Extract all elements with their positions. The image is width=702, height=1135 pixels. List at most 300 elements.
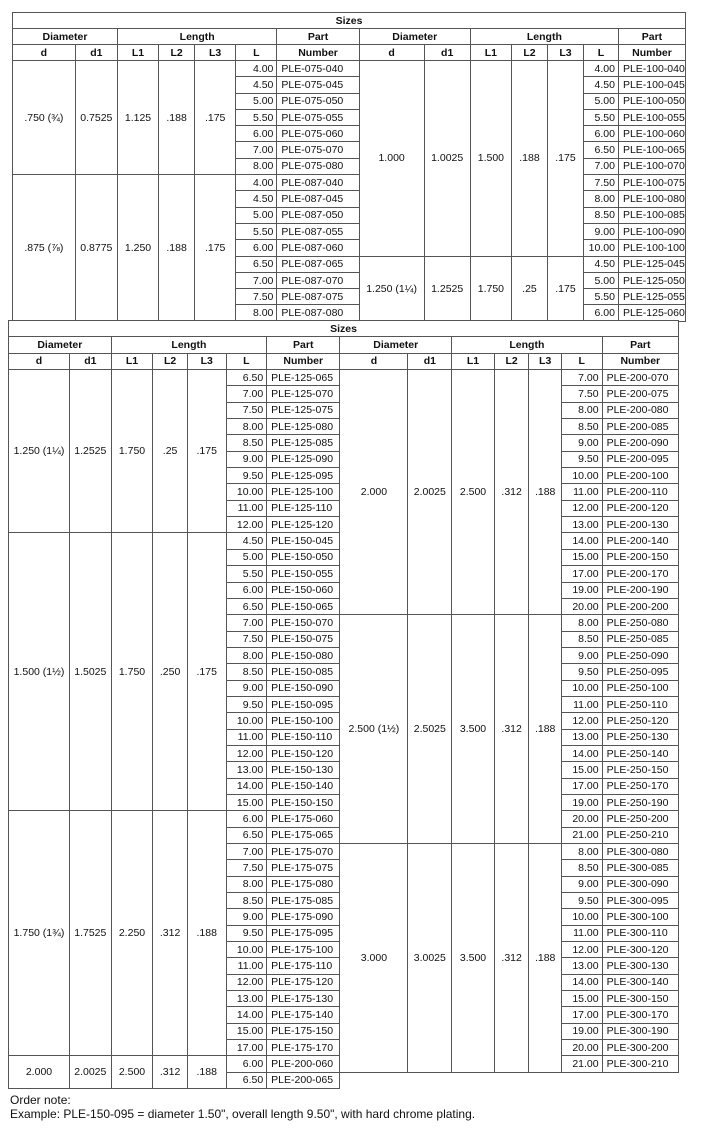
part-number-cell: PLE-200-170 — [602, 566, 678, 582]
part-number-cell: PLE-075-060 — [277, 126, 359, 142]
d-cell: .750 (¾) — [13, 61, 76, 175]
part-number-cell: PLE-250-150 — [602, 762, 678, 778]
length-l-cell: 10.00 — [226, 484, 267, 500]
l2-cell: .312 — [494, 844, 529, 1073]
length-l-cell: 20.00 — [561, 811, 602, 827]
length-l-cell: 6.00 — [583, 126, 618, 142]
l3-header: L3 — [529, 353, 562, 369]
part-number-cell: PLE-150-140 — [267, 778, 340, 794]
length-l-cell: 7.50 — [561, 386, 602, 402]
length-l-cell: 8.00 — [236, 305, 277, 321]
l-header: L — [561, 353, 602, 369]
part-number-cell: PLE-300-095 — [602, 893, 678, 909]
length-l-cell: 4.50 — [236, 77, 277, 93]
length-header: Length — [117, 29, 276, 45]
length-l-cell: 8.00 — [226, 647, 267, 663]
l1-cell: 2.250 — [111, 811, 153, 1056]
part-number-cell: PLE-087-080 — [277, 305, 359, 321]
part-number-cell: PLE-087-075 — [277, 289, 359, 305]
length-l-cell: 6.00 — [226, 582, 267, 598]
part-number-cell: PLE-150-150 — [267, 794, 340, 810]
length-l-cell: 9.00 — [561, 876, 602, 892]
length-l-cell: 4.00 — [583, 61, 618, 77]
part-number-cell: PLE-100-050 — [618, 93, 685, 109]
l-header: L — [583, 45, 618, 61]
length-l-cell: 7.00 — [226, 844, 267, 860]
l2-header: L2 — [153, 353, 188, 369]
length-l-cell: 20.00 — [561, 1040, 602, 1056]
length-l-cell: 4.50 — [583, 256, 618, 272]
part-number-cell: PLE-100-085 — [618, 207, 685, 223]
d-header: d — [9, 353, 70, 369]
length-l-cell: 11.00 — [226, 500, 267, 516]
length-l-cell: 9.50 — [561, 893, 602, 909]
length-l-cell: 11.00 — [561, 696, 602, 712]
l1-cell: 1.750 — [111, 370, 153, 533]
length-l-cell: 17.00 — [561, 1007, 602, 1023]
empty-cell — [340, 1072, 679, 1088]
l1-cell: 1.125 — [117, 61, 158, 175]
part-number-cell: PLE-125-070 — [267, 386, 340, 402]
part-number-cell: PLE-300-140 — [602, 974, 678, 990]
part-number-cell: PLE-150-130 — [267, 762, 340, 778]
length-l-cell: 8.00 — [226, 876, 267, 892]
part-number-cell: PLE-125-120 — [267, 517, 340, 533]
l3-cell: .175 — [187, 533, 226, 811]
length-l-cell: 7.00 — [236, 142, 277, 158]
length-l-cell: 8.00 — [561, 615, 602, 631]
d-header: d — [359, 45, 424, 61]
part-number-cell: PLE-200-190 — [602, 582, 678, 598]
length-l-cell: 21.00 — [561, 1056, 602, 1072]
length-l-cell: 10.00 — [226, 942, 267, 958]
l3-cell: .188 — [187, 811, 226, 1056]
length-l-cell: 12.00 — [226, 517, 267, 533]
part-number-cell: PLE-087-045 — [277, 191, 359, 207]
part-number-cell: PLE-175-075 — [267, 860, 340, 876]
part-number-cell: PLE-300-100 — [602, 909, 678, 925]
part-number-cell: PLE-150-045 — [267, 533, 340, 549]
part-number-cell: PLE-300-150 — [602, 991, 678, 1007]
part-header: Part — [602, 337, 678, 353]
sizes-title: Sizes — [9, 321, 679, 337]
part-number-cell: PLE-150-085 — [267, 664, 340, 680]
d-cell: .875 (⅞) — [13, 175, 76, 322]
length-l-cell: 9.00 — [583, 223, 618, 239]
d1-cell: 3.0025 — [408, 844, 452, 1073]
part-number-cell: PLE-300-110 — [602, 925, 678, 941]
length-l-cell: 9.00 — [561, 435, 602, 451]
length-l-cell: 14.00 — [561, 974, 602, 990]
length-l-cell: 21.00 — [561, 827, 602, 843]
part-number-cell: PLE-250-080 — [602, 615, 678, 631]
part-number-cell: PLE-175-085 — [267, 893, 340, 909]
length-l-cell: 4.00 — [236, 175, 277, 191]
number-header: Number — [267, 353, 340, 369]
part-number-cell: PLE-075-055 — [277, 109, 359, 125]
l2-cell: .312 — [494, 370, 529, 615]
part-number-cell: PLE-087-065 — [277, 256, 359, 272]
l2-cell: .312 — [153, 811, 188, 1056]
part-number-cell: PLE-150-065 — [267, 598, 340, 614]
part-number-cell: PLE-175-140 — [267, 1007, 340, 1023]
part-number-cell: PLE-200-085 — [602, 419, 678, 435]
length-l-cell: 9.00 — [226, 909, 267, 925]
d1-cell: 1.5025 — [69, 533, 111, 811]
table-row — [13, 61, 686, 77]
length-l-cell: 6.50 — [236, 256, 277, 272]
diameter-header: Diameter — [13, 29, 118, 45]
number-header: Number — [277, 45, 359, 61]
part-number-cell: PLE-250-140 — [602, 745, 678, 761]
length-l-cell: 9.00 — [561, 647, 602, 663]
length-l-cell: 8.50 — [583, 207, 618, 223]
part-number-cell: PLE-200-075 — [602, 386, 678, 402]
length-l-cell: 15.00 — [226, 794, 267, 810]
part-number-cell: PLE-200-150 — [602, 549, 678, 565]
d-cell: 1.250 (1¼) — [359, 256, 424, 321]
order-note-heading: Order note: — [10, 1093, 71, 1107]
part-number-cell: PLE-100-070 — [618, 158, 685, 174]
l1-cell: 1.500 — [470, 61, 511, 257]
part-number-cell: PLE-150-080 — [267, 647, 340, 663]
d1-cell: 0.7525 — [75, 61, 117, 175]
d1-cell: 2.0025 — [408, 370, 452, 615]
length-l-cell: 14.00 — [226, 778, 267, 794]
d-cell: 2.000 — [340, 370, 408, 615]
part-number-cell: PLE-200-090 — [602, 435, 678, 451]
length-l-cell: 7.50 — [226, 402, 267, 418]
part-number-cell: PLE-100-090 — [618, 223, 685, 239]
d-header: d — [340, 353, 408, 369]
part-number-cell: PLE-175-130 — [267, 991, 340, 1007]
part-number-cell: PLE-075-050 — [277, 93, 359, 109]
d1-header: d1 — [408, 353, 452, 369]
part-number-cell: PLE-150-060 — [267, 582, 340, 598]
length-l-cell: 8.00 — [583, 191, 618, 207]
d1-cell: 1.0025 — [424, 61, 470, 257]
length-l-cell: 5.50 — [236, 109, 277, 125]
l3-cell: .175 — [547, 61, 583, 257]
part-header: Part — [618, 29, 685, 45]
d1-cell: 1.2525 — [424, 256, 470, 321]
l1-cell: 2.500 — [452, 370, 495, 615]
part-number-cell: PLE-100-040 — [618, 61, 685, 77]
length-l-cell: 10.00 — [226, 713, 267, 729]
length-l-cell: 9.00 — [226, 451, 267, 467]
part-number-cell: PLE-100-080 — [618, 191, 685, 207]
length-l-cell: 6.50 — [226, 370, 267, 386]
l3-cell: .188 — [187, 1056, 226, 1089]
part-number-cell: PLE-150-050 — [267, 549, 340, 565]
l3-cell: .175 — [547, 256, 583, 321]
part-number-cell: PLE-125-085 — [267, 435, 340, 451]
part-number-cell: PLE-150-120 — [267, 745, 340, 761]
part-number-cell: PLE-300-120 — [602, 942, 678, 958]
l1-header: L1 — [117, 45, 158, 61]
part-number-cell: PLE-200-070 — [602, 370, 678, 386]
length-l-cell: 6.50 — [583, 142, 618, 158]
length-l-cell: 10.00 — [561, 909, 602, 925]
length-l-cell: 15.00 — [561, 991, 602, 1007]
part-number-cell: PLE-250-110 — [602, 696, 678, 712]
length-l-cell: 20.00 — [561, 598, 602, 614]
length-l-cell: 7.00 — [583, 158, 618, 174]
length-l-cell: 10.00 — [561, 680, 602, 696]
diameter-header: Diameter — [9, 337, 112, 353]
diameter-header: Diameter — [340, 337, 452, 353]
part-number-cell: PLE-200-080 — [602, 402, 678, 418]
length-l-cell: 5.50 — [583, 289, 618, 305]
l3-header: L3 — [187, 353, 226, 369]
length-l-cell: 14.00 — [226, 1007, 267, 1023]
part-number-cell: PLE-200-100 — [602, 468, 678, 484]
length-l-cell: 7.00 — [561, 370, 602, 386]
part-number-cell: PLE-250-200 — [602, 811, 678, 827]
length-l-cell: 12.00 — [561, 713, 602, 729]
length-l-cell: 6.50 — [226, 1072, 267, 1088]
part-number-cell: PLE-125-090 — [267, 451, 340, 467]
part-number-cell: PLE-175-095 — [267, 925, 340, 941]
length-l-cell: 19.00 — [561, 794, 602, 810]
length-l-cell: 13.00 — [561, 729, 602, 745]
part-number-cell: PLE-125-095 — [267, 468, 340, 484]
length-l-cell: 8.50 — [561, 631, 602, 647]
d-cell: 1.750 (1¾) — [9, 811, 70, 1056]
part-number-cell: PLE-175-080 — [267, 876, 340, 892]
part-number-cell: PLE-250-095 — [602, 664, 678, 680]
part-number-cell: PLE-175-065 — [267, 827, 340, 843]
length-l-cell: 7.00 — [226, 615, 267, 631]
part-number-cell: PLE-100-100 — [618, 240, 685, 256]
diameter-header: Diameter — [359, 29, 470, 45]
length-l-cell: 6.50 — [226, 598, 267, 614]
length-l-cell: 8.50 — [226, 435, 267, 451]
length-l-cell: 19.00 — [561, 582, 602, 598]
l-header: L — [236, 45, 277, 61]
l1-cell: 1.750 — [111, 533, 153, 811]
length-l-cell: 8.00 — [226, 419, 267, 435]
part-number-cell: PLE-175-110 — [267, 958, 340, 974]
length-l-cell: 6.00 — [226, 811, 267, 827]
number-header: Number — [618, 45, 685, 61]
length-header: Length — [470, 29, 618, 45]
part-number-cell: PLE-200-140 — [602, 533, 678, 549]
part-number-cell: PLE-150-100 — [267, 713, 340, 729]
length-l-cell: 9.50 — [226, 925, 267, 941]
length-l-cell: 4.00 — [236, 61, 277, 77]
length-l-cell: 12.00 — [561, 500, 602, 516]
l2-cell: .188 — [511, 61, 547, 257]
length-l-cell: 9.50 — [561, 451, 602, 467]
part-number-cell: PLE-150-090 — [267, 680, 340, 696]
l1-header: L1 — [452, 353, 495, 369]
l1-cell: 3.500 — [452, 615, 495, 844]
part-number-cell: PLE-075-080 — [277, 158, 359, 174]
length-l-cell: 10.00 — [561, 468, 602, 484]
l1-cell: 2.500 — [111, 1056, 153, 1089]
length-l-cell: 17.00 — [226, 1040, 267, 1056]
part-number-cell: PLE-250-100 — [602, 680, 678, 696]
length-l-cell: 5.00 — [583, 93, 618, 109]
l3-cell: .175 — [195, 175, 236, 322]
l3-cell: .188 — [529, 844, 562, 1073]
part-number-cell: PLE-300-085 — [602, 860, 678, 876]
part-number-cell: PLE-200-120 — [602, 500, 678, 516]
d1-cell: 2.0025 — [69, 1056, 111, 1089]
sizes-table-1 — [12, 12, 686, 322]
length-l-cell: 14.00 — [561, 745, 602, 761]
length-l-cell: 5.00 — [236, 93, 277, 109]
table-row — [13, 175, 686, 191]
length-l-cell: 8.00 — [561, 402, 602, 418]
length-l-cell: 5.50 — [583, 109, 618, 125]
length-l-cell: 6.00 — [236, 126, 277, 142]
part-number-cell: PLE-175-150 — [267, 1023, 340, 1039]
part-number-cell: PLE-125-045 — [618, 256, 685, 272]
length-l-cell: 5.00 — [236, 207, 277, 223]
l2-header: L2 — [494, 353, 529, 369]
length-l-cell: 17.00 — [561, 566, 602, 582]
d1-header: d1 — [424, 45, 470, 61]
d-cell: 1.250 (1¼) — [9, 370, 70, 533]
part-number-cell: PLE-175-070 — [267, 844, 340, 860]
part-number-cell: PLE-300-080 — [602, 844, 678, 860]
part-number-cell: PLE-100-045 — [618, 77, 685, 93]
table-row — [9, 370, 679, 386]
part-number-cell: PLE-125-100 — [267, 484, 340, 500]
part-number-cell: PLE-250-085 — [602, 631, 678, 647]
length-l-cell: 7.50 — [226, 860, 267, 876]
part-number-cell: PLE-300-210 — [602, 1056, 678, 1072]
length-l-cell: 13.00 — [561, 517, 602, 533]
length-l-cell: 15.00 — [561, 762, 602, 778]
part-number-cell: PLE-150-095 — [267, 696, 340, 712]
l3-header: L3 — [195, 45, 236, 61]
part-number-cell: PLE-175-170 — [267, 1040, 340, 1056]
order-note-example: Example: PLE-150-095 = diameter 1.50", overall length 9.50", with hard chrome plating. — [10, 1107, 476, 1121]
part-number-cell: PLE-200-065 — [267, 1072, 340, 1088]
part-number-cell: PLE-300-130 — [602, 958, 678, 974]
l3-cell: .175 — [195, 61, 236, 175]
d1-cell: 2.5025 — [408, 615, 452, 844]
l1-header: L1 — [470, 45, 511, 61]
l2-cell: .188 — [159, 175, 195, 322]
length-l-cell: 9.00 — [226, 680, 267, 696]
part-number-cell: PLE-200-200 — [602, 598, 678, 614]
part-number-cell: PLE-175-100 — [267, 942, 340, 958]
part-number-cell: PLE-250-210 — [602, 827, 678, 843]
part-number-cell: PLE-125-055 — [618, 289, 685, 305]
part-number-cell: PLE-175-120 — [267, 974, 340, 990]
part-number-cell: PLE-300-090 — [602, 876, 678, 892]
length-l-cell: 5.00 — [583, 272, 618, 288]
part-number-cell: PLE-125-075 — [267, 402, 340, 418]
length-l-cell: 9.50 — [226, 696, 267, 712]
part-number-cell: PLE-175-060 — [267, 811, 340, 827]
length-l-cell: 12.00 — [226, 745, 267, 761]
part-number-cell: PLE-100-075 — [618, 175, 685, 191]
d-cell: 2.000 — [9, 1056, 70, 1089]
part-number-cell: PLE-125-110 — [267, 500, 340, 516]
part-number-cell: PLE-150-075 — [267, 631, 340, 647]
part-number-cell: PLE-150-070 — [267, 615, 340, 631]
part-number-cell: PLE-150-055 — [267, 566, 340, 582]
part-number-cell: PLE-175-090 — [267, 909, 340, 925]
part-number-cell: PLE-300-200 — [602, 1040, 678, 1056]
length-l-cell: 8.00 — [561, 844, 602, 860]
part-number-cell: PLE-250-130 — [602, 729, 678, 745]
l2-cell: .312 — [153, 1056, 188, 1089]
number-header: Number — [602, 353, 678, 369]
length-l-cell: 11.00 — [226, 958, 267, 974]
length-l-cell: 13.00 — [226, 762, 267, 778]
l2-cell: .250 — [153, 533, 188, 811]
length-l-cell: 5.00 — [226, 549, 267, 565]
l1-cell: 1.750 — [470, 256, 511, 321]
part-number-cell: PLE-100-055 — [618, 109, 685, 125]
l3-cell: .175 — [187, 370, 226, 533]
part-number-cell: PLE-125-050 — [618, 272, 685, 288]
part-number-cell: PLE-250-090 — [602, 647, 678, 663]
l3-cell: .188 — [529, 615, 562, 844]
part-header: Part — [277, 29, 359, 45]
length-l-cell: 9.50 — [561, 664, 602, 680]
length-header: Length — [111, 337, 267, 353]
length-l-cell: 8.50 — [226, 664, 267, 680]
d1-cell: 1.2525 — [69, 370, 111, 533]
length-l-cell: 5.50 — [226, 566, 267, 582]
part-number-cell: PLE-250-170 — [602, 778, 678, 794]
part-number-cell: PLE-200-060 — [267, 1056, 340, 1072]
part-number-cell: PLE-087-040 — [277, 175, 359, 191]
l2-header: L2 — [159, 45, 195, 61]
d-cell: 3.000 — [340, 844, 408, 1073]
l-header: L — [226, 353, 267, 369]
length-l-cell: 11.00 — [561, 925, 602, 941]
length-l-cell: 7.50 — [226, 631, 267, 647]
part-number-cell: PLE-200-130 — [602, 517, 678, 533]
part-number-cell: PLE-075-045 — [277, 77, 359, 93]
l2-cell: .25 — [511, 256, 547, 321]
length-l-cell: 7.00 — [236, 272, 277, 288]
length-l-cell: 7.00 — [226, 386, 267, 402]
length-l-cell: 13.00 — [226, 991, 267, 1007]
length-l-cell: 4.50 — [226, 533, 267, 549]
part-header: Part — [267, 337, 340, 353]
d1-cell: 0.8775 — [75, 175, 117, 322]
length-l-cell: 10.00 — [583, 240, 618, 256]
length-l-cell: 13.00 — [561, 958, 602, 974]
l3-header: L3 — [547, 45, 583, 61]
part-number-cell: PLE-075-070 — [277, 142, 359, 158]
part-number-cell: PLE-075-040 — [277, 61, 359, 77]
l1-cell: 1.250 — [117, 175, 158, 322]
length-l-cell: 8.00 — [236, 158, 277, 174]
d-cell: 1.500 (1½) — [9, 533, 70, 811]
part-number-cell: PLE-087-070 — [277, 272, 359, 288]
length-l-cell: 4.50 — [583, 77, 618, 93]
l1-cell: 3.500 — [452, 844, 495, 1073]
d-cell: 2.500 (1½) — [340, 615, 408, 844]
length-l-cell: 7.50 — [583, 175, 618, 191]
d-header: d — [13, 45, 76, 61]
d1-cell: 1.7525 — [69, 811, 111, 1056]
part-number-cell: PLE-250-120 — [602, 713, 678, 729]
l1-header: L1 — [111, 353, 153, 369]
length-l-cell: 8.50 — [561, 860, 602, 876]
part-number-cell: PLE-200-095 — [602, 451, 678, 467]
